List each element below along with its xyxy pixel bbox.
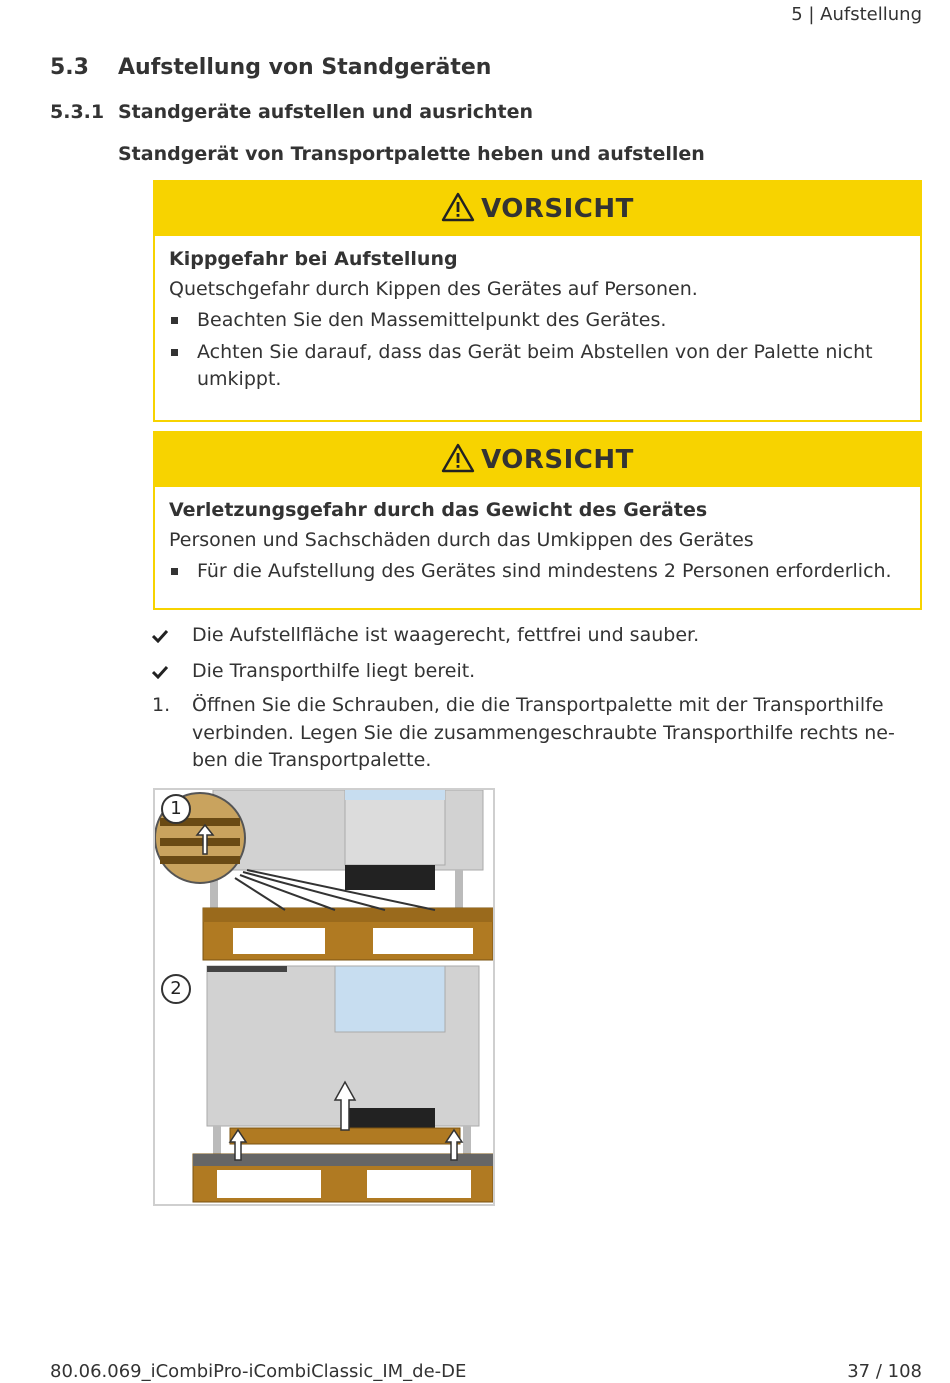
heading-2-title: Standgeräte aufstellen und ausrichten [118,101,534,123]
warning-box-1 [153,180,922,422]
footer-page-number: 37 / 108 [847,1361,922,1382]
prerequisite-text: Die Transporthilfe liegt bereit. [192,660,476,682]
prerequisite-item [152,658,907,686]
step-item [152,692,907,775]
heading-1-number: 5.3 [50,55,89,80]
figure-illustration [153,788,495,1206]
warning-header [155,433,920,487]
warning-triangle-icon [441,443,475,477]
warning-bullet [169,307,906,335]
warning-text: Quetschgefahr durch Kippen des Gerätes auf Personen. [169,277,698,300]
warning-text: Personen und Sachschäden durch das Umkippen des Gerätes [169,528,754,551]
warning-level: VORSICHT [481,445,634,475]
warning-bullet-text: Achten Sie darauf, dass das Gerät beim Abstellen von der Palette nicht umkippt. [197,340,873,391]
running-header: 5 | Aufstellung [791,4,922,25]
callout-2: 2 [161,974,191,1004]
warning-bullet [169,339,906,394]
prerequisite-text: Die Aufstellfläche ist waagerecht, fettfrei und sauber. [192,624,700,646]
warning-bullet-text: Für die Aufstellung des Gerätes sind mindestens 2 Personen erforderlich. [197,560,892,583]
warning-title: Verletzungsgefahr durch das Gewicht des Gerätes [169,499,708,521]
warning-level: VORSICHT [481,194,634,224]
check-icon [152,658,182,688]
warning-bullet [169,558,906,586]
step-text: Öffnen Sie die Schrauben, die die Transportpalette mit der Transporthilfe verbinden. Legen Sie die zusammengeschraubte Transporthilfe rechts ne-ben die Transportpalette. [192,694,895,772]
warning-header [155,182,920,236]
warning-bullet-text: Beachten Sie den Massemittelpunkt des Gerätes. [197,309,667,332]
warning-title: Kippgefahr bei Aufstellung [169,248,458,270]
warning-box-2 [153,431,922,610]
warning-triangle-icon [441,192,475,226]
heading-3-title: Standgerät von Transportpalette heben und aufstellen [118,143,705,165]
check-icon [152,622,182,652]
prerequisite-item [152,622,907,650]
callout-1: 1 [161,794,191,824]
step-number: 1. [152,694,171,716]
footer-doc-id: 80.06.069_iCombiPro-iCombiClassic_IM_de-DE [50,1361,467,1382]
heading-2-number: 5.3.1 [50,101,105,123]
heading-1-title: Aufstellung von Standgeräten [118,55,492,80]
